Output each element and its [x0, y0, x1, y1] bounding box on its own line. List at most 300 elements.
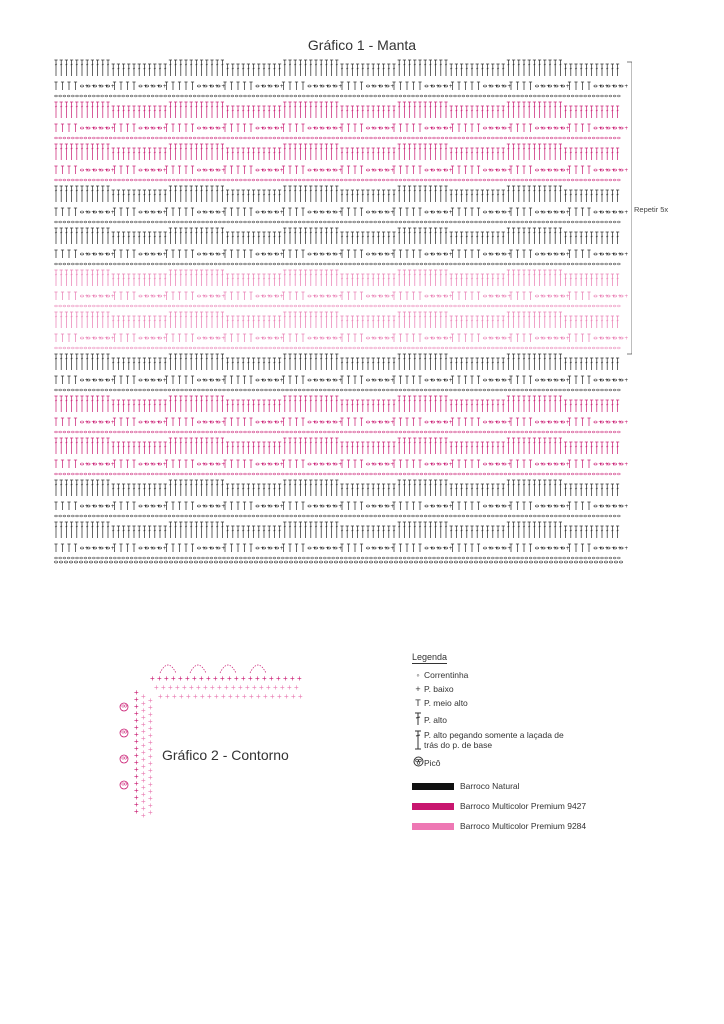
- svg-text:+: +: [85, 126, 89, 132]
- svg-text:+: +: [611, 378, 616, 384]
- picot-icon: [412, 756, 424, 769]
- svg-text:+: +: [384, 168, 388, 174]
- svg-text:+: +: [371, 168, 375, 174]
- svg-text:+: +: [260, 378, 265, 384]
- svg-text:+: +: [390, 126, 395, 132]
- legend-label: P. alto: [424, 715, 448, 725]
- svg-text:+: +: [150, 294, 154, 300]
- svg-text:+: +: [202, 294, 206, 300]
- svg-text:+: +: [598, 84, 603, 90]
- svg-text:+: +: [221, 252, 226, 258]
- svg-text:+: +: [384, 294, 388, 300]
- svg-text:+: +: [390, 378, 395, 384]
- yarn-label: Barroco Multicolor Premium 9284: [460, 821, 587, 831]
- svg-text:+: +: [566, 378, 570, 384]
- svg-text:+: +: [618, 126, 622, 132]
- svg-text:+: +: [611, 84, 616, 90]
- svg-text:+: +: [273, 126, 278, 132]
- svg-text:+: +: [377, 336, 382, 342]
- legend-item-back-loop: [412, 730, 712, 756]
- svg-text:+: +: [605, 126, 609, 132]
- svg-text:+: +: [111, 210, 115, 216]
- svg-text:+: +: [384, 378, 388, 384]
- svg-text:+: +: [598, 168, 603, 174]
- svg-text:+: +: [280, 294, 284, 300]
- svg-text:+: +: [163, 294, 167, 300]
- yarn-label: Barroco Natural: [460, 781, 520, 791]
- svg-text:+: +: [104, 252, 109, 258]
- svg-text:+: +: [501, 126, 505, 132]
- svg-text:+: +: [605, 210, 609, 216]
- legend-item-chain: [412, 670, 712, 684]
- svg-text:+: +: [208, 126, 213, 132]
- svg-text:+: +: [559, 336, 564, 342]
- svg-text:+: +: [624, 168, 629, 174]
- svg-text:+: +: [566, 252, 570, 258]
- svg-text:+: +: [605, 168, 609, 174]
- svg-text:+: +: [104, 378, 109, 384]
- legend-item-double: [412, 712, 712, 730]
- svg-text:+: +: [163, 252, 167, 258]
- svg-text:+: +: [390, 210, 395, 216]
- svg-text:+: +: [104, 168, 109, 174]
- svg-text:+: +: [202, 336, 206, 342]
- svg-text:+: +: [221, 210, 226, 216]
- svg-text:+: +: [312, 336, 317, 342]
- svg-text:+: +: [384, 210, 388, 216]
- svg-text:+: +: [312, 84, 317, 90]
- svg-text:+: +: [111, 378, 115, 384]
- svg-text:+: +: [390, 294, 395, 300]
- svg-text:+: +: [319, 378, 323, 384]
- legend-label: Correntinha: [424, 670, 469, 680]
- svg-text:+: +: [540, 378, 544, 384]
- svg-text:+: +: [371, 84, 375, 90]
- svg-text:+: +: [540, 84, 544, 90]
- svg-text:+: +: [267, 210, 271, 216]
- svg-text:+: +: [325, 84, 330, 90]
- svg-text:+: +: [488, 252, 492, 258]
- legend-label: P. baixo: [424, 684, 454, 694]
- svg-text:+: +: [332, 252, 336, 258]
- svg-text:+: +: [618, 252, 622, 258]
- svg-text:+: +: [488, 126, 492, 132]
- svg-text:+: +: [280, 126, 284, 132]
- svg-text:+: +: [156, 336, 161, 342]
- svg-text:+: +: [104, 336, 109, 342]
- svg-text:+: +: [156, 378, 161, 384]
- svg-text:+: +: [488, 336, 492, 342]
- legend-title: Legenda: [412, 652, 448, 662]
- border-chart: [110, 655, 310, 825]
- svg-text:+: +: [312, 210, 317, 216]
- svg-text:+: +: [202, 126, 206, 132]
- svg-text:+: +: [540, 126, 544, 132]
- svg-text:+: +: [85, 378, 89, 384]
- svg-text:+: +: [559, 126, 564, 132]
- svg-text:+: +: [384, 252, 388, 258]
- svg-text:+: +: [605, 294, 609, 300]
- svg-text:+: +: [98, 210, 102, 216]
- svg-text:+: +: [449, 378, 453, 384]
- svg-text:+: +: [553, 252, 557, 258]
- svg-text:+: +: [566, 336, 570, 342]
- svg-text:+: +: [273, 252, 278, 258]
- svg-text:+: +: [98, 336, 102, 342]
- svg-text:+: +: [260, 126, 265, 132]
- svg-text:+: +: [163, 210, 167, 216]
- svg-text:+: +: [85, 294, 89, 300]
- svg-text:+: +: [501, 378, 505, 384]
- svg-text:+: +: [280, 168, 284, 174]
- svg-text:+: +: [507, 168, 512, 174]
- back-loop-double-crochet-icon: [412, 730, 424, 752]
- svg-text:+: +: [390, 336, 395, 342]
- svg-text:+: +: [553, 84, 557, 90]
- svg-text:+: +: [546, 126, 551, 132]
- svg-text:+: +: [605, 378, 609, 384]
- svg-text:+: +: [449, 168, 453, 174]
- svg-text:+: +: [371, 210, 375, 216]
- svg-text:+: +: [91, 126, 96, 132]
- yarn-9284: [412, 816, 712, 836]
- svg-text:+: +: [338, 210, 343, 216]
- svg-text:+: +: [605, 252, 609, 258]
- svg-text:+: +: [319, 294, 323, 300]
- svg-text:+: +: [540, 168, 544, 174]
- svg-text:+: +: [598, 252, 603, 258]
- svg-text:+: +: [325, 210, 330, 216]
- svg-text:+: +: [618, 168, 622, 174]
- svg-text:+: +: [377, 252, 382, 258]
- svg-text:+: +: [429, 210, 434, 216]
- svg-text:+: +: [494, 84, 499, 90]
- svg-text:+: +: [501, 294, 505, 300]
- svg-text:+: +: [442, 252, 447, 258]
- yarn-label: Barroco Multicolor Premium 9427: [460, 801, 587, 811]
- svg-text:+: +: [215, 378, 219, 384]
- svg-text:+: +: [273, 84, 278, 90]
- svg-text:+: +: [384, 84, 388, 90]
- svg-text:+: +: [202, 378, 206, 384]
- svg-text:+: +: [221, 168, 226, 174]
- svg-text:+: +: [566, 168, 570, 174]
- svg-text:+: +: [540, 252, 544, 258]
- svg-text:+: +: [436, 294, 440, 300]
- svg-text:+: +: [494, 210, 499, 216]
- svg-text:+: +: [546, 336, 551, 342]
- svg-text:+: +: [156, 294, 161, 300]
- svg-text:+: +: [436, 126, 440, 132]
- svg-text:+: +: [436, 84, 440, 90]
- svg-text:+: +: [98, 84, 102, 90]
- svg-text:+: +: [280, 252, 284, 258]
- svg-text:+: +: [371, 336, 375, 342]
- svg-text:+: +: [371, 252, 375, 258]
- svg-text:+: +: [442, 126, 447, 132]
- svg-text:+: +: [221, 336, 226, 342]
- svg-text:+: +: [202, 84, 206, 90]
- svg-text:+: +: [260, 168, 265, 174]
- svg-text:+: +: [208, 168, 213, 174]
- svg-text:+: +: [104, 84, 109, 90]
- svg-text:+: +: [618, 294, 622, 300]
- svg-text:+: +: [150, 126, 154, 132]
- svg-text:+: +: [371, 378, 375, 384]
- svg-text:+: +: [611, 210, 616, 216]
- svg-text:+: +: [91, 378, 96, 384]
- svg-text:+: +: [215, 210, 219, 216]
- svg-text:+: +: [442, 210, 447, 216]
- svg-text:+: +: [319, 210, 323, 216]
- svg-text:+: +: [325, 378, 330, 384]
- svg-text:+: +: [605, 336, 609, 342]
- svg-text:+: +: [488, 84, 492, 90]
- svg-text:+: +: [267, 336, 271, 342]
- svg-text:+: +: [111, 252, 115, 258]
- svg-text:+: +: [156, 84, 161, 90]
- svg-text:+: +: [559, 252, 564, 258]
- svg-text:+: +: [163, 126, 167, 132]
- svg-text:+: +: [371, 126, 375, 132]
- svg-text:+: +: [488, 210, 492, 216]
- svg-text:+: +: [312, 168, 317, 174]
- svg-text:+: +: [312, 294, 317, 300]
- svg-text:+: +: [442, 294, 447, 300]
- svg-text:+: +: [611, 294, 616, 300]
- svg-text:+: +: [624, 252, 629, 258]
- svg-text:+: +: [91, 210, 96, 216]
- svg-text:+: +: [390, 168, 395, 174]
- svg-text:+: +: [546, 210, 551, 216]
- svg-text:+: +: [624, 84, 629, 90]
- svg-text:+: +: [566, 84, 570, 90]
- svg-text:+: +: [559, 294, 564, 300]
- legend-label: P. alto pegando somente a laçada de trás do p. de base: [424, 730, 564, 750]
- svg-text:+: +: [221, 126, 226, 132]
- svg-text:+: +: [104, 210, 109, 216]
- svg-text:+: +: [449, 294, 453, 300]
- svg-text:+: +: [143, 168, 148, 174]
- svg-text:+: +: [150, 378, 154, 384]
- svg-text:+: +: [273, 378, 278, 384]
- svg-text:+: +: [143, 336, 148, 342]
- double-crochet-icon: [412, 712, 424, 728]
- legend-item-picot: [412, 756, 712, 776]
- svg-text:+: +: [91, 168, 96, 174]
- svg-text:+: +: [598, 294, 603, 300]
- yarn-9427: [412, 796, 712, 816]
- svg-text:+: +: [624, 336, 629, 342]
- svg-text:+: +: [111, 126, 115, 132]
- svg-text:+: +: [332, 378, 336, 384]
- svg-text:+: +: [143, 126, 148, 132]
- svg-text:+: +: [436, 336, 440, 342]
- svg-text:+: +: [338, 336, 343, 342]
- svg-text:+: +: [377, 126, 382, 132]
- yarn-swatch: [412, 783, 454, 790]
- svg-text:+: +: [494, 252, 499, 258]
- svg-text:+: +: [91, 336, 96, 342]
- svg-text:+: +: [332, 168, 336, 174]
- svg-text:+: +: [449, 84, 453, 90]
- svg-text:+: +: [215, 336, 219, 342]
- svg-text:+: +: [312, 378, 317, 384]
- legend-item-half-double: [412, 698, 712, 712]
- svg-text:+: +: [611, 168, 616, 174]
- legend-label: P. meio alto: [424, 698, 468, 708]
- svg-text:+: +: [215, 84, 219, 90]
- svg-text:+: +: [546, 252, 551, 258]
- svg-text:+: +: [436, 378, 440, 384]
- svg-text:+: +: [111, 294, 115, 300]
- svg-text:+: +: [85, 252, 89, 258]
- svg-text:+: +: [319, 168, 323, 174]
- svg-text:+: +: [273, 168, 278, 174]
- svg-text:+: +: [163, 168, 167, 174]
- svg-text:+: +: [273, 294, 278, 300]
- svg-text:+: +: [553, 336, 557, 342]
- svg-text:+: +: [377, 378, 382, 384]
- svg-text:+: +: [429, 252, 434, 258]
- half-double-crochet-icon: T: [415, 698, 421, 708]
- svg-text:+: +: [605, 84, 609, 90]
- svg-text:+: +: [163, 336, 167, 342]
- svg-text:+: +: [104, 294, 109, 300]
- yarn-swatch: [412, 803, 454, 810]
- svg-text:+: +: [273, 210, 278, 216]
- svg-text:+: +: [85, 336, 89, 342]
- svg-text:+: +: [449, 252, 453, 258]
- svg-text:+: +: [221, 84, 226, 90]
- svg-text:+: +: [280, 210, 284, 216]
- svg-text:+: +: [429, 294, 434, 300]
- svg-text:+: +: [442, 336, 447, 342]
- svg-text:+: +: [338, 294, 343, 300]
- svg-text:+: +: [98, 126, 102, 132]
- svg-text:+: +: [260, 294, 265, 300]
- svg-text:+: +: [598, 126, 603, 132]
- svg-text:+: +: [163, 84, 167, 90]
- svg-text:+: +: [371, 294, 375, 300]
- svg-text:+: +: [611, 126, 616, 132]
- svg-text:+: +: [267, 126, 271, 132]
- repeat-label: Repetir 5x: [634, 205, 669, 214]
- svg-text:+: +: [494, 336, 499, 342]
- svg-text:+: +: [267, 84, 271, 90]
- svg-text:+: +: [98, 252, 102, 258]
- svg-text:+: +: [150, 84, 154, 90]
- svg-text:+: +: [559, 168, 564, 174]
- svg-text:+: +: [156, 126, 161, 132]
- svg-text:+: +: [208, 252, 213, 258]
- svg-text:+: +: [98, 168, 102, 174]
- svg-text:+: +: [267, 252, 271, 258]
- svg-text:+: +: [91, 294, 96, 300]
- svg-text:+: +: [338, 252, 343, 258]
- svg-text:+: +: [156, 168, 161, 174]
- svg-text:+: +: [104, 126, 109, 132]
- svg-text:+: +: [338, 168, 343, 174]
- svg-text:+: +: [442, 84, 447, 90]
- svg-text:+: +: [540, 336, 544, 342]
- svg-text:+: +: [546, 168, 551, 174]
- svg-text:+: +: [488, 378, 492, 384]
- svg-text:+: +: [319, 126, 323, 132]
- svg-text:+: +: [280, 336, 284, 342]
- svg-text:+: +: [150, 336, 154, 342]
- svg-text:+: +: [559, 378, 564, 384]
- svg-text:+: +: [202, 168, 206, 174]
- svg-text:+: +: [436, 168, 440, 174]
- svg-text:+: +: [494, 168, 499, 174]
- svg-text:+: +: [429, 168, 434, 174]
- svg-text:+: +: [501, 168, 505, 174]
- single-crochet-icon: +: [415, 684, 421, 694]
- svg-text:+: +: [215, 252, 219, 258]
- svg-text:+: +: [338, 126, 343, 132]
- svg-text:+: +: [494, 378, 499, 384]
- svg-text:+: +: [377, 294, 382, 300]
- svg-text:+: +: [429, 336, 434, 342]
- svg-text:+: +: [553, 168, 557, 174]
- svg-text:+: +: [507, 252, 512, 258]
- svg-text:+: +: [143, 252, 148, 258]
- svg-text:+: +: [553, 210, 557, 216]
- svg-text:+: +: [501, 336, 505, 342]
- svg-text:+: +: [280, 378, 284, 384]
- yarn-swatch: [412, 823, 454, 830]
- svg-text:+: +: [111, 168, 115, 174]
- svg-text:+: +: [319, 252, 323, 258]
- svg-text:+: +: [208, 210, 213, 216]
- svg-text:+: +: [442, 378, 447, 384]
- svg-text:+: +: [150, 210, 154, 216]
- svg-text:+: +: [507, 294, 512, 300]
- svg-text:+: +: [501, 252, 505, 258]
- svg-text:+: +: [436, 210, 440, 216]
- svg-text:+: +: [546, 294, 551, 300]
- svg-text:+: +: [221, 294, 226, 300]
- svg-text:+: +: [501, 84, 505, 90]
- svg-text:+: +: [540, 210, 544, 216]
- svg-text:+: +: [85, 84, 89, 90]
- svg-text:+: +: [501, 210, 505, 216]
- svg-text:+: +: [280, 84, 284, 90]
- svg-text:+: +: [618, 210, 622, 216]
- svg-text:+: +: [267, 294, 271, 300]
- svg-text:+: +: [215, 126, 219, 132]
- svg-text:+: +: [494, 126, 499, 132]
- svg-text:+: +: [598, 210, 603, 216]
- svg-text:+: +: [325, 336, 330, 342]
- svg-text:+: +: [377, 84, 382, 90]
- svg-text:+: +: [325, 294, 330, 300]
- svg-text:+: +: [553, 126, 557, 132]
- svg-text:+: +: [312, 126, 317, 132]
- svg-text:+: +: [598, 378, 603, 384]
- svg-text:+: +: [507, 336, 512, 342]
- svg-text:+: +: [540, 294, 544, 300]
- svg-text:+: +: [338, 84, 343, 90]
- svg-text:+: +: [85, 210, 89, 216]
- svg-text:+: +: [143, 294, 148, 300]
- svg-text:+: +: [624, 126, 629, 132]
- svg-text:+: +: [143, 210, 148, 216]
- svg-text:+: +: [332, 210, 336, 216]
- legend-item-single-crochet: [412, 684, 712, 698]
- legend-label: Picô: [424, 758, 441, 768]
